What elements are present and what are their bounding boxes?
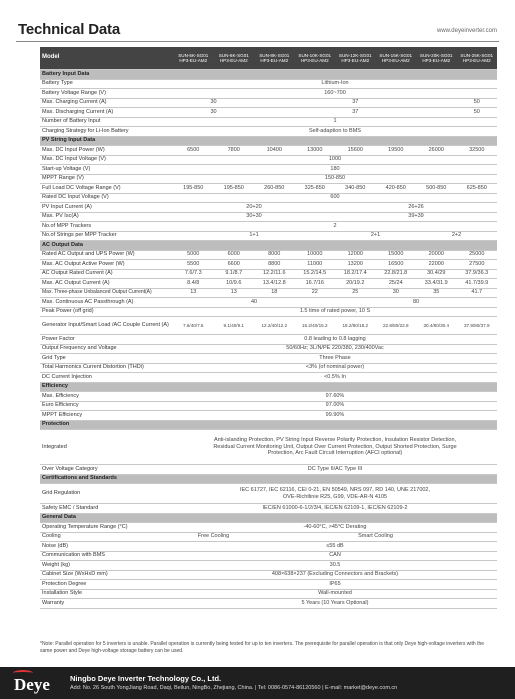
table-row: Safety EMC / Standard IEC/EN 61000-6-1/2/3/4, IEC/EN 62109-1, IEC/EN 62109-2 [40,504,497,514]
table-row: Max. Continuous AC Passthrough (A) 40 80 [40,298,497,308]
section-header: Protection [40,420,497,430]
table-row: Full Load DC Voltage Range (V) 195-850 195-850 260-850 325-850 340-850 420-850 500-850 625-850 [40,184,497,194]
table-row: Generator Input/Smart Load /AC Couple Current (A) 7.6/40/7.6 9.1/40/9.1 12.2/40/12.2 15.2/40/15.2 18.2/80/18.2 22.8/80/22.8 30.4/80/30.4 37.9/80/37.9 [40,317,497,335]
table-row: Warranty 5 Years (10 Years Optional) [40,599,497,609]
model-name: SUN-6K-SG01 HP3-EU-AM2 [214,47,255,70]
model-name: SUN-20K-SG01 HP3-EU-AM2 [416,47,457,70]
model-name: SUN-8K-SG01 HP3-EU-AM2 [254,47,295,70]
table-row: Max. Efficiency 97.60% [40,392,497,402]
model-name: SUN-25K-SG01 HP3-EU-AM2 [457,47,498,70]
table-row: Output Frequency and Voltage 50/60Hz; 3L/N/PE 220/380, 230/400Vac [40,344,497,354]
model-label: Model [40,47,173,70]
table-row: Number of Battery Input 1 [40,117,497,127]
table-row: Peak Power (off grid) 1.5 time of rated power, 10 S [40,307,497,317]
table-row: MPPT Efficiency 99.90% [40,411,497,421]
model-name: SUN-5K-SG01 HP3-EU-AM2 [173,47,214,70]
table-row: Start-up Voltage (V) 180 [40,165,497,175]
section-header: Certifications and Standards [40,474,497,484]
table-row: Total Harmonics Current Distortion (THDi) <3% (of nominal power) [40,363,497,373]
company-name: Ningbo Deye Inverter Technology Co., Ltd. [70,674,222,683]
table-row: AC Output Rated Current (A) 7.6/7.3 9.1/8.7 12.2/11.6 15.2/14.5 18.2/17.4 22.8/21.8 30.4/29 37.9/36.3 [40,269,497,279]
table-row: PV Input Current (A) 20+20 26+26 [40,203,497,213]
title-divider [16,41,499,42]
page-title: Technical Data [18,21,120,38]
model-header-row [40,47,497,70]
table-row: Operating Temperature Range (°C) -40-60°C, >45°C Derating [40,523,497,533]
section-header: Battery Input Data [40,70,497,80]
table-row: Installation Style Wall-mounted [40,589,497,599]
table-row: Euro Efficiency 97.00% [40,401,497,411]
table-row: Integrated Anti-islanding Protection, PV String Input Reverse Polarity Protection, Insulation Resistor Detection, Residual Current Monitoring Unit, Output Over Current Protection, Output Shorted Protection, Surge Protection, Arc Fault Circuit Interruption (AFCI optional) [40,430,497,465]
table-row: Max. DC Input Voltage (V) 1000 [40,155,497,165]
footnote: *Note: Parallel operation for 5 inverters is unable. Parallel operation is currently being tested for up to ten inverters. The prerequisite for parallel operation is that only Deye high-voltage inverters with the same power and Deye high-voltage storage battery can be used. [40,641,485,654]
table-row: Charging Strategy for Li-Ion Battery Self-adaption to BMS [40,127,497,137]
table-row: Rated AC Output and UPS Power (W) 5000 6000 8000 10000 12000 15000 20000 25000 [40,250,497,260]
table-row: Over Voltage Category DC Type II/AC Type III [40,465,497,475]
model-name: SUN-15K-SG01 HP3-EU-AM2 [376,47,417,70]
table-row: Max. PV Isc(A) 30+30 39+39 [40,212,497,222]
section-header: AC Output Data [40,241,497,251]
table-row: Protection Degree IP65 [40,580,497,590]
table-row: Max. Discharging Current (A) 30 37 50 [40,108,497,118]
table-row: Noise (dB) ≤55 dB [40,542,497,552]
table-row: Cooling Free Cooling Smart Cooling [40,532,497,542]
table-row: Communication with BMS CAN [40,551,497,561]
table-row: Max. AC Output Active Power (W) 5500 6600 8800 11000 13200 16500 22000 27500 [40,260,497,270]
table-row: DC Current Injection <0.5% In [40,373,497,383]
table-row: No.of Strings per MPP Tracker 1+1 2+1 2+2 [40,231,497,241]
section-header: Efficiency [40,382,497,392]
company-contact: Add: No. 26 South YongJiang Road, Daqi, Beilun, NingBo, Zhejiang, China. | Tel: 0086-0574-86120560 | E-mail: market@deye.com.cn [70,685,398,691]
footer-bar [0,667,515,699]
table-row: Battery Type Lithium-Ion [40,79,497,89]
table-row: Max. AC Output Current (A) 8.4/8 10/9.6 13.4/12.8 16.7/16 20/19.2 25/24 33.4/31.9 41.7/39.9 [40,279,497,289]
table-row: Rated DC Input Voltage (V) 600 [40,193,497,203]
table-row: Max. Charging Current (A) 30 37 50 [40,98,497,108]
table-row: Power Factor 0.8 leading to 0.8 lagging [40,335,497,345]
company-logo: Deye [14,675,50,694]
technical-data-table [40,47,497,609]
table-row: Max. DC Input Power (W) 6500 7800 10400 13000 15600 19500 26000 32500 [40,146,497,156]
table-row: Max. Three-phase Unbalanced Output Current(A) 13 13 18 22 25 30 35 41.7 [40,288,497,298]
table-row: Grid Type Three Phase [40,354,497,364]
section-header: General Data [40,513,497,523]
model-name: SUN-10K-SG01 HP3-EU-AM2 [295,47,336,70]
section-header: PV String Input Data [40,136,497,146]
table-row: Weight (kg) 30.5 [40,561,497,571]
table-row: No.of MPP Trackers 2 [40,222,497,232]
table-row: Grid Regulation IEC 61727, IEC 62116, CEI 0-21, EN 50549, NRS 097, RD 140, UNE 217002, OVE-Richtlinie R25, G99, VDE-AR-N 4105 [40,484,497,504]
table-row: Battery Voltage Range (V) 160~700 [40,89,497,99]
model-name: SUN-12K-SG01 HP3-EU-AM2 [335,47,376,70]
website-link[interactable]: www.deyeinverter.com [436,28,497,34]
table-row: Cabinet Size (WxHxD mm) 408×638×237 (Excluding Connectors and Brackets) [40,570,497,580]
table-row: MPPT Range (V) 150-850 [40,174,497,184]
